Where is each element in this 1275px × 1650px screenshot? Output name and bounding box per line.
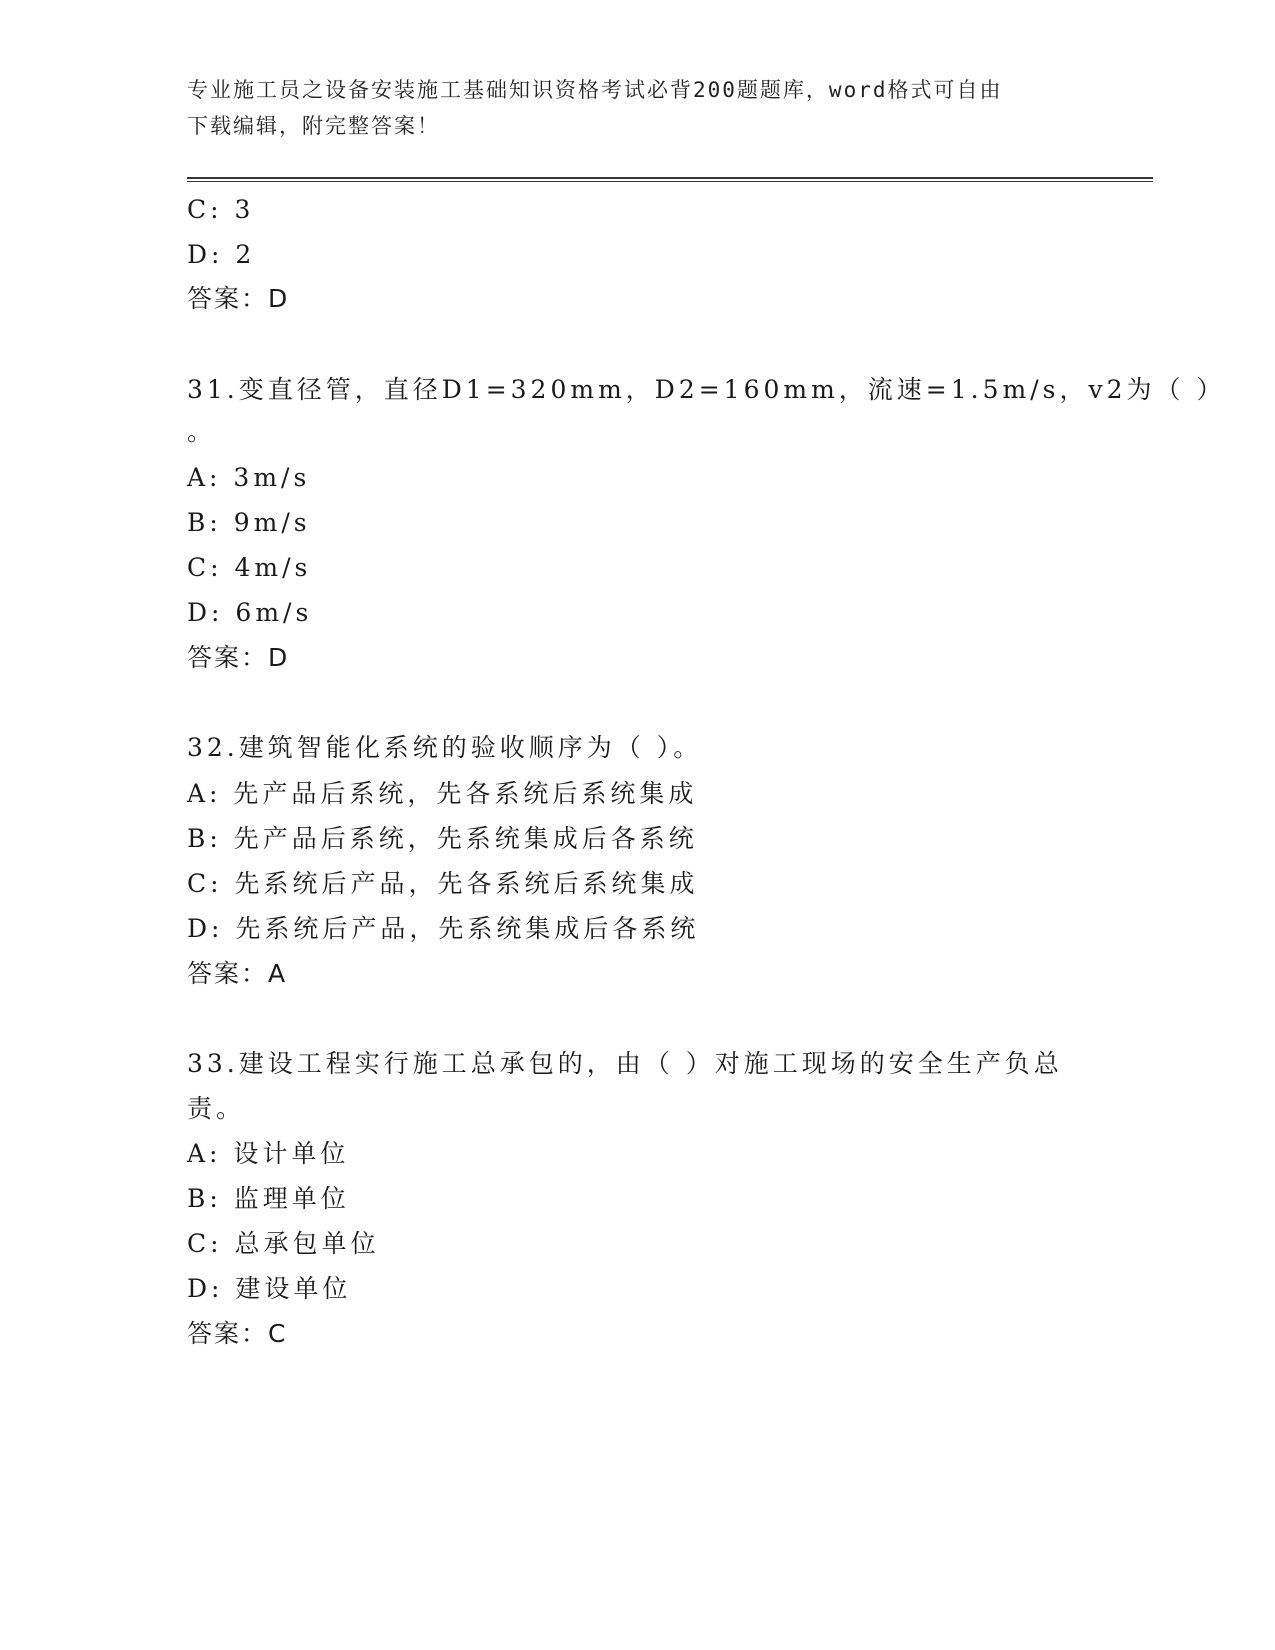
- question-31-option-a: A: 3m/s: [187, 463, 311, 492]
- question-31-stem: 31.变直径管，直径D1=320mm，D2=160mm，流速=1.5m/s，v2为（ ）: [187, 375, 1226, 404]
- question-31-option-d: D: 6m/s: [187, 598, 313, 627]
- question-32-option-d: D: 先系统后产品，先系统集成后各系统: [187, 914, 700, 943]
- question-32-stem: 32.建筑智能化系统的验收顺序为（ ）。: [187, 733, 703, 762]
- question-32-option-b: B: 先产品后系统，先系统集成后各系统: [187, 824, 698, 853]
- question-33-stem-cont: 责。: [187, 1094, 246, 1123]
- header-divider-thick: [187, 177, 1153, 179]
- question-32-option-a: A: 先产品后系统，先各系统后系统集成: [187, 779, 698, 808]
- question-33-stem: 33.建设工程实行施工总承包的，由（ ）对施工现场的安全生产负总: [187, 1049, 1063, 1078]
- header-divider-thin: [187, 181, 1153, 182]
- question-33-option-a: A: 设计单位: [187, 1139, 350, 1168]
- question-31-option-c: C: 4m/s: [187, 553, 312, 582]
- question-31-option-b: B: 9m/s: [187, 508, 311, 537]
- question-31-answer: 答案：D: [187, 643, 290, 672]
- option-c: C: 3: [187, 195, 255, 224]
- question-33-option-b: B: 监理单位: [187, 1184, 350, 1213]
- question-31-stem-cont: 。: [187, 417, 217, 446]
- question-32-option-c: C: 先系统后产品，先各系统后系统集成: [187, 869, 699, 898]
- question-33-answer: 答案：C: [187, 1319, 288, 1348]
- answer-line: 答案：D: [187, 284, 290, 313]
- header-line-2: 下载编辑，附完整答案！: [187, 114, 440, 138]
- question-33-option-c: C: 总承包单位: [187, 1229, 380, 1258]
- option-d: D: 2: [187, 240, 256, 269]
- question-32-answer: 答案：A: [187, 959, 288, 988]
- header-line-1: 专业施工员之设备安装施工基础知识资格考试必背200题题库，word格式可自由: [187, 78, 1003, 102]
- question-33-option-d: D: 建设单位: [187, 1274, 352, 1303]
- document-header: [187, 72, 1067, 144]
